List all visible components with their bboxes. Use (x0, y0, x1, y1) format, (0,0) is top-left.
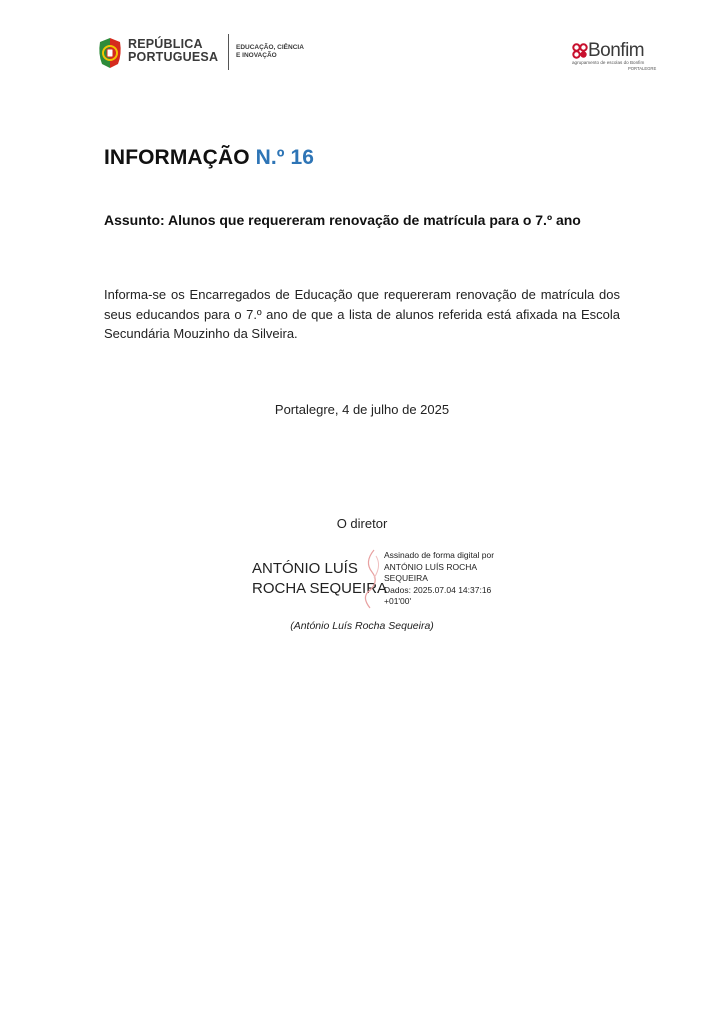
signature-meta-line3: SEQUEIRA (384, 573, 428, 583)
government-name-line2: PORTUGUESA (128, 50, 219, 64)
signature-meta-line5: +01'00' (384, 596, 412, 606)
signature-meta-line2: ANTÓNIO LUÍS ROCHA (384, 561, 478, 572)
signature-metadata (384, 550, 494, 608)
signature-meta-line4: Dados: 2025.07.04 14:37:16 (384, 584, 492, 595)
school-name: Bonfim (588, 40, 645, 61)
logo-divider (228, 34, 229, 70)
place-date: Portalegre, 4 de julho de 2025 (274, 402, 450, 417)
school-logo (570, 40, 660, 74)
ministry-name-line1: EDUCAÇÃO, CIÊNCIA (236, 44, 304, 51)
government-name-line1: REPÚBLICA (128, 37, 203, 51)
title-number: N.º 16 (255, 146, 315, 169)
government-name (128, 38, 218, 64)
ministry-name-line2: E INOVAÇÃO (236, 52, 277, 59)
signature-meta-line1: Assinado de forma digital por (384, 550, 495, 560)
signature-name-line2: ROCHA SEQUEIRA (252, 580, 388, 597)
school-subtitle: agrupamento de escolas do Bonfim (572, 60, 645, 65)
school-mark-icon (572, 43, 588, 59)
title-prefix: INFORMAÇÃO (104, 146, 250, 169)
signature-flourish-icon (356, 548, 386, 610)
document-body: Informa-se os Encarregados de Educação que requereram renovação de matrícula dos seus educandos para o 7.º ano de que a lista de alunos referida está afixada na Escola Secundária Mouzinho da Silveira. (104, 287, 620, 341)
document-subject: Assunto: Alunos que requereram renovação de matrícula para o 7.º ano (104, 212, 581, 228)
school-city: PORTALEGRE (628, 66, 657, 71)
signature-printed-name: (António Luís Rocha Sequeira) (290, 620, 434, 632)
signature-name-line1: ANTÓNIO LUÍS (252, 560, 358, 577)
director-role: O diretor (336, 516, 388, 531)
portuguese-emblem-icon (96, 36, 124, 70)
document-title (104, 146, 314, 170)
government-logo (96, 34, 316, 74)
ministry-name (236, 44, 304, 60)
